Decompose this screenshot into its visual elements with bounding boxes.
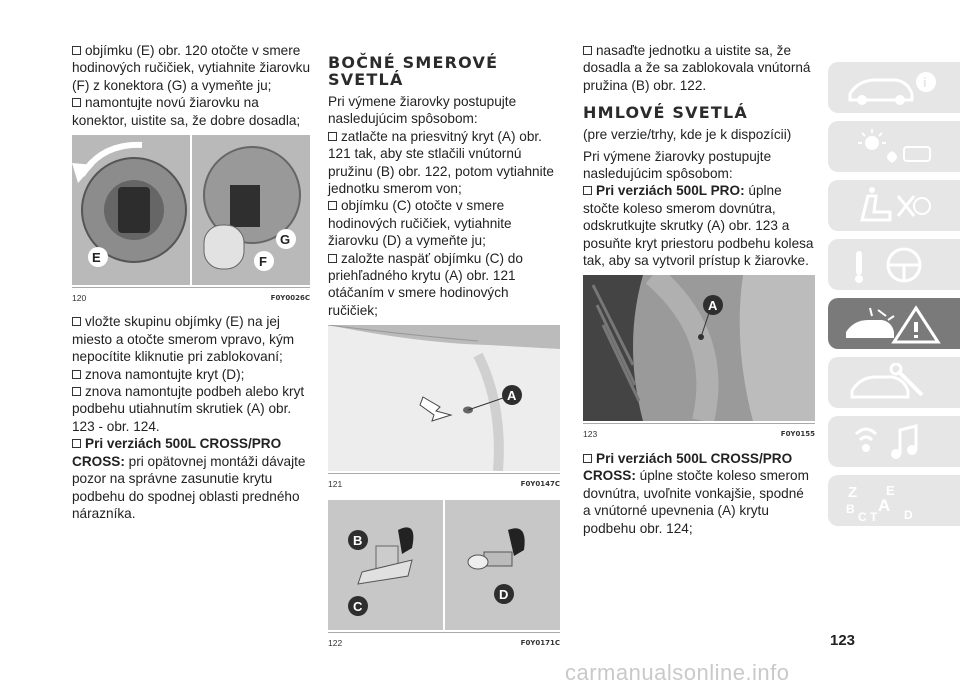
figure-label-a: A (507, 388, 517, 404)
chapter-tab-safety[interactable] (828, 180, 960, 231)
checkbox-bullet-icon (328, 254, 337, 263)
column-middle (328, 42, 560, 658)
svg-text:D: D (904, 508, 913, 521)
checkbox-bullet-icon (72, 317, 81, 326)
svg-text:Z: Z (848, 484, 858, 501)
chapter-tab-maintenance[interactable] (828, 357, 960, 408)
paragraph: vložte skupinu objímky (E) na jej miesto a otočte smerom vpravo, kým nepocítite kliknutie pri zablokovaní; (72, 314, 295, 365)
checkbox-bullet-icon (72, 370, 81, 379)
paragraph: Pri verziách 500L CROSS/PRO CROSS: pri opätovnej montáži dávajte pozor na správne zasunutie krytu podbehu do spodnej oblasti predného nárazníka. (72, 436, 306, 521)
wrench-car-icon (842, 363, 942, 403)
figure-code: F0Y0171C (520, 638, 560, 647)
checkbox-bullet-icon (583, 186, 592, 195)
page-number: 123 (830, 632, 856, 649)
chapter-tab-multimedia[interactable] (828, 416, 960, 467)
figure-number: 122 (328, 637, 343, 648)
indicator-bulb-illustration (328, 500, 560, 630)
paragraph: znova namontujte kryt (D); (72, 366, 310, 383)
column-right (583, 42, 815, 537)
section-heading: BOČNÉ SMEROVÉ SVETLÁ (328, 53, 499, 89)
checkbox-bullet-icon (328, 201, 337, 210)
emergency-triangle-icon (842, 304, 942, 344)
chapter-tab-car-info[interactable] (828, 62, 960, 113)
figure-caption (328, 632, 560, 652)
dashboard-lights-icon (842, 127, 942, 167)
figure-label-d: D (499, 586, 509, 602)
figure-label-a: A (708, 298, 718, 314)
figure-label-g: G (280, 232, 291, 248)
checkbox-bullet-icon (72, 46, 81, 55)
section-heading: HMLOVÉ SVETLÁ (583, 103, 748, 123)
audio-music-icon (842, 422, 942, 462)
figure-code: F0Y0026C (270, 294, 310, 303)
checkbox-bullet-icon (72, 439, 81, 448)
figure-label-b: B (353, 532, 363, 548)
paragraph: zatlačte na priesvitný kryt (A) obr. 121 tak, aby ste stlačili vnútornú pružinu (B) obr. 122, potom vytiahnite jednotku smerom von; (328, 128, 554, 197)
steering-wheel-icon (842, 245, 942, 285)
checkbox-bullet-icon (583, 454, 592, 463)
chapter-tab-emergency[interactable] (828, 298, 960, 349)
svg-text:E: E (886, 483, 895, 498)
paragraph: objímku (E) obr. 120 otočte v smere hodinových ručičiek, vytiahnite žiarovku (F) z konektora (G) a vymeňte ju; (72, 43, 311, 93)
figure-label-f: F (259, 254, 267, 270)
svg-text:C: C (858, 510, 867, 521)
paragraph: Pri verziách 500L PRO: úplne stočte koleso smerom dovnútra, odskrutkujte skrutky (A) obr. 123 a posuňte kryt priestoru podbehu kolesa tak, aby sa vytvoril prístup k žiarovke. (583, 183, 814, 269)
checkbox-bullet-icon (72, 98, 81, 107)
index-letters-icon (842, 481, 942, 521)
paragraph: objímku (C) otočte v smere hodinových ručičiek, vytiahnite žiarovku (D) a vymeňte ju; (328, 198, 512, 249)
seat-airbag-icon (842, 186, 942, 226)
svg-text:B: B (846, 502, 855, 516)
figure-121 (328, 325, 560, 471)
paragraph: (pre verzie/trhy, kde je k dispozícii) (583, 127, 792, 143)
paragraph: Pri výmene žiarovky postupujte nasledujúcim spôsobom: (328, 94, 517, 127)
chapter-tabs (828, 62, 960, 534)
paragraph: Pri verziách 500L CROSS/PRO CROSS: úplne stočte koleso smerom dovnútra, uvoľnite vonkajšie, spodné a vnútorné upevnenia (A) krytu podbehu obr. 124; (583, 450, 809, 536)
car-side-indicator-illustration (328, 325, 560, 471)
car-info-icon (842, 68, 942, 108)
figure-number: 120 (72, 293, 87, 304)
paragraph: znova namontujte podbeh alebo kryt podbehu utiahnutím skrutiek (A) obr. 123 - obr. 124. (72, 384, 305, 434)
checkbox-bullet-icon (72, 387, 81, 396)
watermark: carmanualsonline.info (565, 660, 790, 685)
figure-code: F0Y0147C (520, 480, 560, 489)
checkbox-bullet-icon (328, 132, 337, 141)
svg-text:i: i (923, 75, 927, 90)
paragraph: Pri výmene žiarovky postupujte nasledujúcim spôsobom: (583, 148, 772, 182)
paragraph: založte naspäť objímku (C) do priehľadného krytu (A) obr. 121 otáčaním v smere hodinových ručičiek; (328, 250, 523, 318)
figure-number: 121 (328, 479, 343, 490)
chapter-tab-driving[interactable] (828, 239, 960, 290)
figure-120 (72, 135, 310, 285)
bulb-socket-illustration (72, 135, 310, 285)
figure-caption (583, 423, 815, 443)
figure-123 (583, 275, 815, 421)
figure-number: 123 (583, 429, 598, 440)
svg-text:A: A (878, 496, 891, 515)
figure-label-c: C (353, 598, 363, 614)
svg-text:T: T (870, 510, 878, 521)
chapter-tab-index[interactable] (828, 475, 960, 526)
paragraph: namontujte novú žiarovku na konektor, uistite sa, že dobre dosadla; (72, 95, 301, 128)
paragraph: nasaďte jednotku a uistite sa, že dosadla a že sa zablokovala vnútorná pružina (B) obr. 122. (583, 43, 811, 93)
figure-caption (72, 287, 310, 307)
figure-122 (328, 500, 560, 630)
figure-caption (328, 473, 560, 493)
column-left (72, 42, 310, 522)
figure-label-e: E (92, 250, 101, 266)
wheel-arch-illustration (583, 275, 815, 421)
chapter-tab-dashboard[interactable] (828, 121, 960, 172)
checkbox-bullet-icon (583, 46, 592, 55)
figure-code: F0Y0155 (780, 430, 815, 439)
